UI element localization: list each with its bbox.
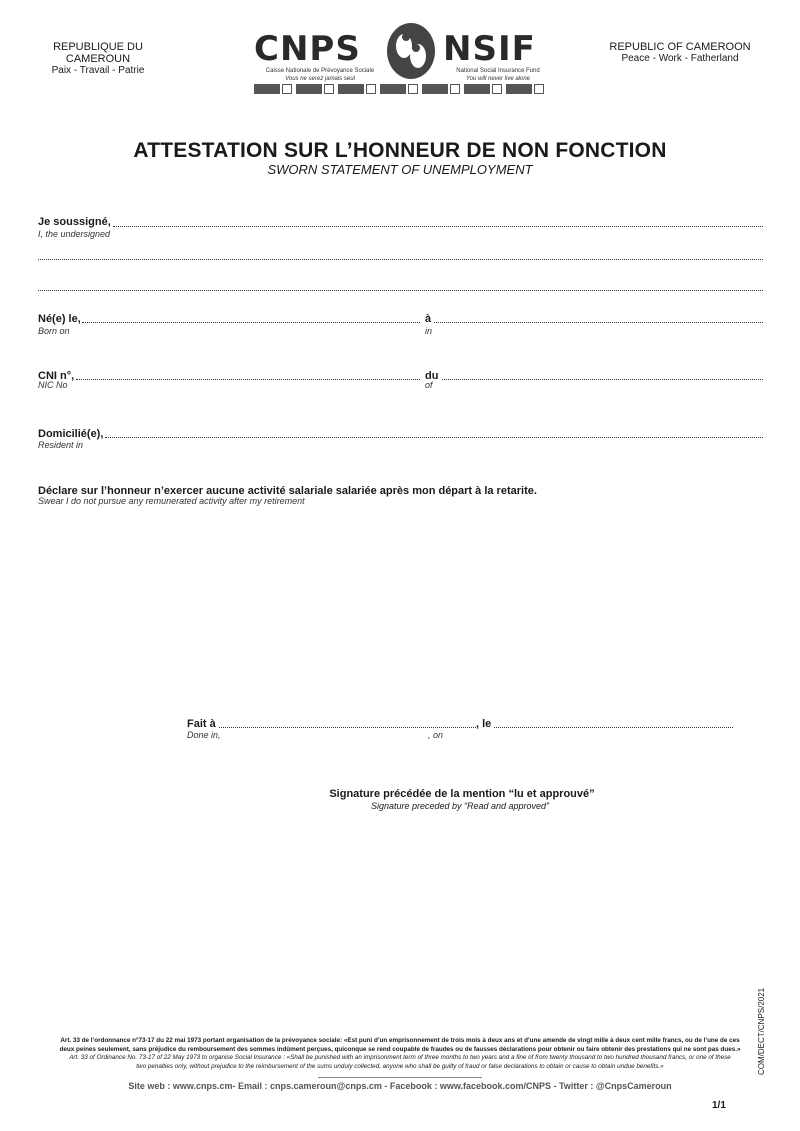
undersigned-field-line3[interactable] [38, 290, 763, 291]
logo-emblem-icon [385, 22, 437, 85]
motto-fr: Paix - Travail - Patrie [51, 65, 145, 76]
footer-divider [318, 1077, 482, 1078]
document-title: ATTESTATION SUR L’HONNEUR DE NON FONCTION [133, 139, 667, 162]
logo-word-cnps: CNPS [254, 29, 361, 69]
badge-icon [338, 84, 376, 94]
header-right [600, 41, 760, 65]
done-at-field[interactable] [219, 727, 476, 728]
legal-en-line2: two penalties only, without prejudice to the reimbursement of the sums unduly collected, anyone who shall be guilty of fraud or false declarations to obtain or cause to obtain undue benefits.» [136, 1062, 664, 1070]
document-reference: COM/DECT/CNPS/2021 [757, 987, 766, 1075]
birthplace-label-en: in [425, 326, 433, 336]
cni-date-label: du [425, 370, 439, 382]
undersigned-label-en: I, the undersigned [38, 229, 111, 239]
legal-fr-line1: Art. 33 de l’ordonnance n°73-17 du 22 mai 1973 portant organisation de la prévoyance sociale: «Est puni d’un emprisonnement de trois mois à deux ans et d’une amende de vingt mille à deux cent mille francs, ou de l’une de ces [60, 1037, 740, 1044]
born-label-en: Born on [38, 326, 70, 336]
legal-en-line1: Art. 33 of Ordinance No. 73-17 of 22 May 1973 to organise Social Insurance : «Shall be punished with an imprisonment term of three months to two years and a fine of from twenty thousand to two hundred thousand francs, or one of these [69, 1054, 731, 1061]
born-label: Né(e) le, [38, 313, 81, 325]
undersigned-field[interactable] [113, 226, 763, 227]
logo-word-nsif: NSIF [443, 29, 536, 69]
motto-en: Peace - Work - Fatherland [621, 53, 739, 64]
badge-icon [296, 84, 334, 94]
date-label-en: , on [428, 730, 444, 740]
header-left [30, 41, 166, 77]
residence-field[interactable] [105, 437, 763, 438]
birthplace-label: à [425, 313, 432, 325]
done-at-label: Fait à [187, 718, 216, 730]
resident-label-en: Resident in [38, 440, 84, 450]
cni-label-en: NIC No [38, 380, 68, 390]
undersigned-field-line2[interactable] [38, 259, 763, 260]
declaration-text-en: Swear I do not pursue any remunerated activity after my retirement [38, 496, 305, 506]
contact-info: Site web : www.cnps.cm- Email : cnps.cameroun@cnps.cm - Facebook : www.facebook.com/CNPS - Twitter : @CnpsCameroun [128, 1081, 672, 1091]
cni-date-label-en: of [425, 380, 433, 390]
legal-fr-line2: deux peines seulement, sans préjudice du remboursement des sommes indûment perçues, quiconque se rend coupable de fraudes ou de fausses déclarations pour obtenir ou faire obtenir des prestations qui ne sont pas dues.» [59, 1045, 741, 1053]
signature-label: Signature précédée de la mention “lu et approuvé” [329, 788, 595, 800]
birthplace-field[interactable] [434, 322, 763, 323]
done-at-label-en: Done in, [187, 730, 221, 740]
undersigned-label: Je soussigné, [38, 216, 111, 228]
country-fr: REPUBLIQUE DU CAMEROUN [53, 41, 143, 65]
date-field[interactable] [494, 727, 733, 728]
certification-badges [254, 84, 544, 94]
page-number: 1/1 [712, 1100, 726, 1111]
legal-notice [36, 1037, 764, 1071]
logo-slogan-en: You will never live alone [465, 76, 531, 82]
date-label: , le [476, 718, 492, 730]
cni-number-field[interactable] [76, 379, 420, 380]
resident-label: Domicilié(e), [38, 428, 104, 440]
badge-icon [422, 84, 460, 94]
badge-icon [464, 84, 502, 94]
signature-label-en: Signature preceded by “Read and approved” [370, 801, 550, 811]
declaration-text: Déclare sur l’honneur n’exercer aucune activité salariale salariée après mon départ à la retarite. [38, 485, 537, 497]
cni-label: CNI n°, [38, 370, 75, 382]
badge-icon [506, 84, 544, 94]
document-subtitle: SWORN STATEMENT OF UNEMPLOYMENT [267, 162, 533, 177]
country-en: REPUBLIC OF CAMEROON [609, 41, 751, 53]
logo-slogan-fr: Vous ne serez jamais seul [285, 76, 355, 82]
logo-name-fr: Caisse Nationale de Prévoyance Sociale Vous ne serez jamais seul [265, 68, 375, 82]
birth-date-field[interactable] [82, 322, 420, 323]
signature-area[interactable] [300, 815, 620, 985]
badge-icon [380, 84, 418, 94]
logo-name-en: National Social Insurance Fund You will never live alone [456, 68, 540, 82]
cni-date-field[interactable] [442, 379, 763, 380]
badge-icon [254, 84, 292, 94]
